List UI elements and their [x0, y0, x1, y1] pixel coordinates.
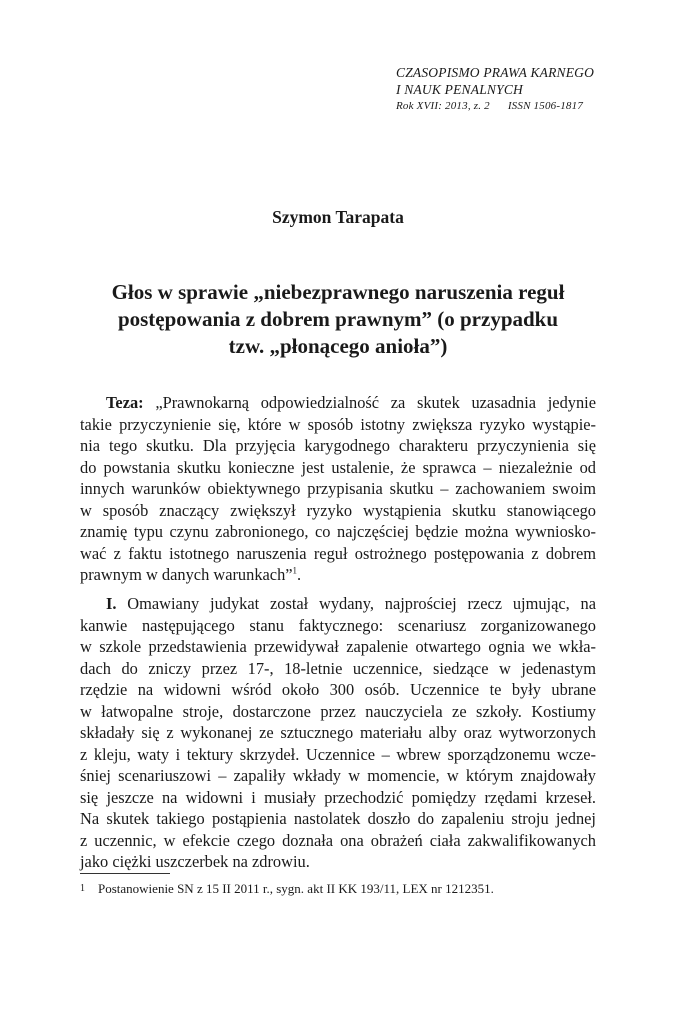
section-line: Na skutek takiego postąpienia nastolatek doszło do zapaleniu stroju jednej	[80, 809, 596, 828]
journal-volume: Rok XVII: 2013, z. 2	[396, 100, 490, 112]
section-line: śniej scenariuszowi – zapaliły wkłady w momencie, w którym znajdowały	[80, 766, 596, 785]
thesis-text: prawnym w danych warunkach”	[80, 565, 293, 584]
footnote	[80, 880, 596, 897]
thesis-line: innych warunków obiektywnego przypisania skutku – zachowaniem swoim	[80, 479, 596, 498]
section-line: w łatwopalne stroje, dostarczone przez nauczyciela ze szkoły. Kostiumy	[80, 701, 596, 721]
thesis-line: wać z faktu istotnego naruszenia reguł ostrożnego postępowania z dobrem	[80, 543, 596, 563]
section-line: dach do zniczy przez 17-, 18-letnie uczennice, siedzące w jedenastym	[80, 658, 596, 678]
title-line: Głos w sprawie „niebezprawnego naruszenia reguł	[111, 280, 565, 304]
section-text: Omawiany judykat został wydany, najprościej rzecz ujmując, na	[116, 594, 596, 613]
section-number: I.	[106, 594, 117, 613]
footnote-number: 1	[80, 883, 85, 894]
section-1-paragraph	[80, 593, 596, 873]
thesis-line: nia tego skutku. Dla przyjęcia karygodnego charakteru przyczynienia się	[80, 436, 596, 455]
section-line: się jeszcze na widowni i musiały przechodzić pomiędzy rzędami krzeseł.	[80, 787, 596, 807]
thesis-line: w sposób znaczący zwiększył ryzyko wystąpienia skutku stanowiącego	[80, 500, 596, 520]
section-line: jako ciężki uszczerbek na zdrowiu.	[80, 852, 310, 871]
journal-meta	[396, 98, 626, 115]
section-line: z kleju, waty i tektury skrzydeł. Uczennice – wbrew sporządzonemu wcze-	[80, 744, 596, 764]
thesis-line: prawnym w danych warunkach”$^1$.	[80, 565, 302, 584]
footnote-divider	[80, 873, 170, 874]
author-name: Szymon Tarapata	[272, 207, 404, 227]
title-line: tzw. „płonącego anioła”)	[228, 334, 448, 358]
thesis-line: takie przyczynienie się, które w sposób istotny zwiększa ryzyko wystąpie-	[80, 414, 596, 434]
article-title	[80, 279, 596, 360]
journal-header	[396, 64, 626, 115]
footnote-text: Postanowienie SN z 15 II 2011 r., sygn. akt II KK 193/11, LEX nr 1212351.	[98, 881, 494, 896]
section-line: kanwie następującego stanu faktycznego: scenariusz zorganizowanego	[80, 615, 596, 635]
thesis-text: „Prawnokarną odpowiedzialność za skutek uzasadnia jedynie	[143, 393, 596, 412]
thesis-label: Teza:	[106, 393, 144, 412]
journal-name-line-1: CZASOPISMO PRAWA KARNEGO	[396, 65, 595, 80]
section-line: rzędzie na widowni wśród około 300 osób. Uczennice te były ubrane	[80, 680, 596, 699]
thesis-paragraph	[80, 392, 596, 586]
section-line: z uczennic, w efekcie czego doznała ona obrażeń ciała zakwalifikowanych	[80, 830, 596, 850]
section-line	[80, 593, 596, 615]
thesis-line	[80, 392, 596, 414]
section-line: składały się z wykonanej ze sztucznego materiału alby oraz wytworzonych	[80, 723, 596, 742]
thesis-line: znamię typu czynu zabronionego, co najczęściej będzie można wywniosko-	[80, 522, 596, 541]
journal-issn: ISSN 1506-1817	[507, 100, 584, 112]
journal-name-line-2: I NAUK PENALNYCH	[396, 82, 523, 97]
footnote-reference[interactable]: 1	[292, 565, 298, 576]
section-line: w szkole przedstawienia przewidywał zapalenie otwartego ognia we wkła-	[80, 637, 596, 656]
thesis-line: do powstania skutku konieczne jest ustalenie, że sprawca – niezależnie od	[80, 457, 596, 477]
title-line: postępowania z dobrem prawnym” (o przypadku	[117, 307, 559, 331]
